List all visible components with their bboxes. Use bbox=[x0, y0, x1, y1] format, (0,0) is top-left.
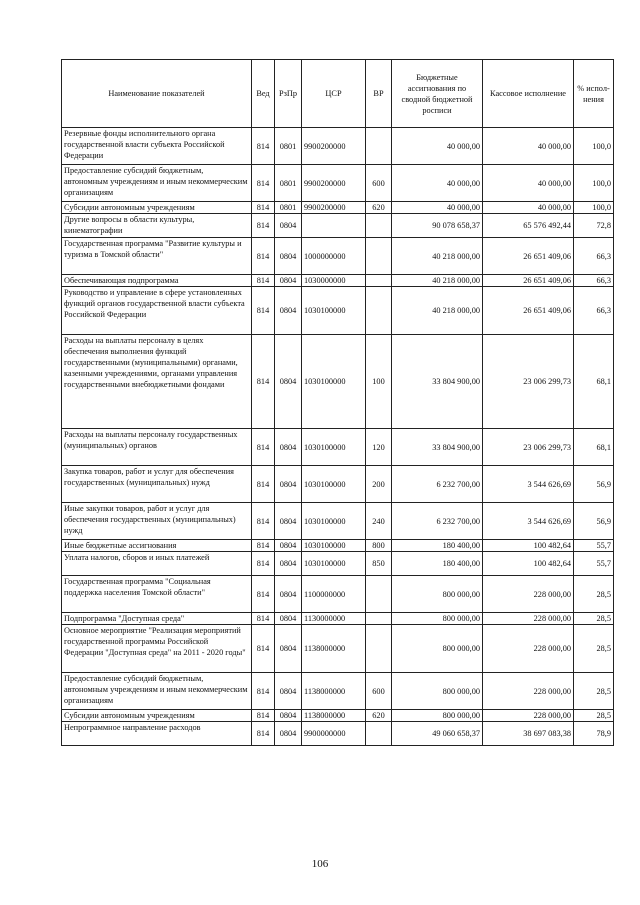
cell-assigned: 180 400,00 bbox=[392, 552, 483, 576]
cell-vr: 620 bbox=[366, 202, 392, 214]
cell-assigned: 40 000,00 bbox=[392, 202, 483, 214]
cell-cash: 26 651 409,06 bbox=[483, 287, 574, 335]
table-row bbox=[62, 552, 614, 576]
cell-ved: 814 bbox=[252, 128, 275, 165]
cell-vr bbox=[366, 625, 392, 673]
table-row bbox=[62, 128, 614, 165]
cell-cash: 23 006 299,73 bbox=[483, 335, 574, 429]
cell-percent: 100,0 bbox=[574, 165, 614, 202]
cell-assigned: 40 218 000,00 bbox=[392, 287, 483, 335]
header-cash: Кассовое исполнение bbox=[483, 60, 574, 128]
cell-name: Обеспечивающая подпрограмма bbox=[62, 275, 252, 287]
cell-ved: 814 bbox=[252, 722, 275, 746]
cell-name: Резервные фонды исполнительного органа государственной власти субъекта Российской Федерации bbox=[62, 128, 252, 165]
table-row bbox=[62, 214, 614, 238]
header-ved: Вед bbox=[252, 60, 275, 128]
cell-assigned: 6 232 700,00 bbox=[392, 503, 483, 540]
cell-name: Другие вопросы в области культуры, кинематографии bbox=[62, 214, 252, 238]
cell-rzpr: 0804 bbox=[275, 722, 302, 746]
cell-ved: 814 bbox=[252, 613, 275, 625]
cell-csr: 1030100000 bbox=[302, 466, 366, 503]
cell-name: Уплата налогов, сборов и иных платежей bbox=[62, 552, 252, 576]
cell-ved: 814 bbox=[252, 214, 275, 238]
cell-name: Субсидии автономным учреждениям bbox=[62, 202, 252, 214]
cell-assigned: 800 000,00 bbox=[392, 613, 483, 625]
cell-name: Иные бюджетные ассигнования bbox=[62, 540, 252, 552]
cell-csr: 1130000000 bbox=[302, 613, 366, 625]
cell-rzpr: 0804 bbox=[275, 287, 302, 335]
cell-rzpr: 0804 bbox=[275, 576, 302, 613]
cell-csr bbox=[302, 214, 366, 238]
cell-percent: 56,9 bbox=[574, 503, 614, 540]
cell-percent: 78,9 bbox=[574, 722, 614, 746]
cell-vr bbox=[366, 128, 392, 165]
cell-csr: 1138000000 bbox=[302, 673, 366, 710]
cell-rzpr: 0804 bbox=[275, 540, 302, 552]
cell-vr bbox=[366, 238, 392, 275]
cell-cash: 26 651 409,06 bbox=[483, 275, 574, 287]
cell-rzpr: 0801 bbox=[275, 128, 302, 165]
cell-name: Подпрограмма "Доступная среда" bbox=[62, 613, 252, 625]
cell-percent: 28,5 bbox=[574, 710, 614, 722]
cell-percent: 72,8 bbox=[574, 214, 614, 238]
cell-assigned: 180 400,00 bbox=[392, 540, 483, 552]
cell-cash: 228 000,00 bbox=[483, 576, 574, 613]
header-csr: ЦСР bbox=[302, 60, 366, 128]
cell-cash: 26 651 409,06 bbox=[483, 238, 574, 275]
cell-csr: 1030100000 bbox=[302, 429, 366, 466]
cell-csr: 1100000000 bbox=[302, 576, 366, 613]
cell-vr: 850 bbox=[366, 552, 392, 576]
cell-percent: 56,9 bbox=[574, 466, 614, 503]
cell-ved: 814 bbox=[252, 576, 275, 613]
cell-rzpr: 0804 bbox=[275, 552, 302, 576]
table-row bbox=[62, 466, 614, 503]
cell-csr: 1030000000 bbox=[302, 275, 366, 287]
table-row bbox=[62, 503, 614, 540]
cell-name: Государственная программа "Развитие культуры и туризма в Томской области" bbox=[62, 238, 252, 275]
cell-assigned: 800 000,00 bbox=[392, 625, 483, 673]
cell-vr bbox=[366, 275, 392, 287]
cell-cash: 3 544 626,69 bbox=[483, 466, 574, 503]
cell-percent: 66,3 bbox=[574, 275, 614, 287]
cell-ved: 814 bbox=[252, 275, 275, 287]
cell-vr: 200 bbox=[366, 466, 392, 503]
cell-ved: 814 bbox=[252, 466, 275, 503]
cell-percent: 55,7 bbox=[574, 540, 614, 552]
cell-vr: 600 bbox=[366, 673, 392, 710]
cell-csr: 1030100000 bbox=[302, 335, 366, 429]
cell-cash: 40 000,00 bbox=[483, 202, 574, 214]
table-row bbox=[62, 202, 614, 214]
cell-ved: 814 bbox=[252, 673, 275, 710]
cell-csr: 1000000000 bbox=[302, 238, 366, 275]
cell-rzpr: 0804 bbox=[275, 466, 302, 503]
cell-cash: 3 544 626,69 bbox=[483, 503, 574, 540]
header-assigned: Бюджетные ассигнования по сводной бюджетной росписи bbox=[392, 60, 483, 128]
table-row bbox=[62, 429, 614, 466]
page-number: 106 bbox=[311, 858, 329, 870]
cell-ved: 814 bbox=[252, 202, 275, 214]
cell-vr bbox=[366, 576, 392, 613]
cell-cash: 228 000,00 bbox=[483, 673, 574, 710]
cell-csr: 1030100000 bbox=[302, 287, 366, 335]
cell-percent: 28,5 bbox=[574, 576, 614, 613]
cell-csr: 1030100000 bbox=[302, 503, 366, 540]
table-row bbox=[62, 287, 614, 335]
cell-assigned: 40 218 000,00 bbox=[392, 238, 483, 275]
cell-rzpr: 0804 bbox=[275, 275, 302, 287]
cell-rzpr: 0804 bbox=[275, 673, 302, 710]
table-row bbox=[62, 613, 614, 625]
cell-ved: 814 bbox=[252, 503, 275, 540]
cell-vr bbox=[366, 722, 392, 746]
cell-rzpr: 0801 bbox=[275, 202, 302, 214]
cell-ved: 814 bbox=[252, 429, 275, 466]
cell-assigned: 33 804 900,00 bbox=[392, 335, 483, 429]
cell-assigned: 800 000,00 bbox=[392, 576, 483, 613]
cell-vr bbox=[366, 214, 392, 238]
cell-cash: 65 576 492,44 bbox=[483, 214, 574, 238]
cell-vr: 100 bbox=[366, 335, 392, 429]
cell-assigned: 33 804 900,00 bbox=[392, 429, 483, 466]
cell-percent: 66,3 bbox=[574, 238, 614, 275]
cell-percent: 28,5 bbox=[574, 673, 614, 710]
cell-vr bbox=[366, 613, 392, 625]
cell-csr: 9900200000 bbox=[302, 128, 366, 165]
cell-name: Непрограммное направление расходов bbox=[62, 722, 252, 746]
table-body bbox=[62, 128, 614, 746]
cell-csr: 9900000000 bbox=[302, 722, 366, 746]
cell-assigned: 800 000,00 bbox=[392, 710, 483, 722]
cell-csr: 1030100000 bbox=[302, 540, 366, 552]
header-name: Наименование показателей bbox=[62, 60, 252, 128]
cell-assigned: 800 000,00 bbox=[392, 673, 483, 710]
cell-percent: 100,0 bbox=[574, 128, 614, 165]
cell-assigned: 6 232 700,00 bbox=[392, 466, 483, 503]
cell-vr: 120 bbox=[366, 429, 392, 466]
table-row bbox=[62, 238, 614, 275]
cell-ved: 814 bbox=[252, 165, 275, 202]
cell-vr: 240 bbox=[366, 503, 392, 540]
cell-name: Основное мероприятие "Реализация мероприятий государственной программы Российской Федерации "Доступная среда" на 2011 - 2020 годы" bbox=[62, 625, 252, 673]
cell-ved: 814 bbox=[252, 287, 275, 335]
cell-name: Закупка товаров, работ и услуг для обеспечения государственных (муниципальных) нужд bbox=[62, 466, 252, 503]
cell-assigned: 49 060 658,37 bbox=[392, 722, 483, 746]
cell-name: Предоставление субсидий бюджетным, автономным учреждениям и иным некоммерческим организациям bbox=[62, 673, 252, 710]
budget-execution-table bbox=[61, 59, 614, 746]
cell-rzpr: 0804 bbox=[275, 214, 302, 238]
table-row bbox=[62, 275, 614, 287]
cell-csr: 9900200000 bbox=[302, 202, 366, 214]
cell-percent: 100,0 bbox=[574, 202, 614, 214]
cell-name: Предоставление субсидий бюджетным, автономным учреждениям и иным некоммерческим организациям bbox=[62, 165, 252, 202]
cell-vr: 800 bbox=[366, 540, 392, 552]
cell-percent: 68,1 bbox=[574, 429, 614, 466]
cell-cash: 100 482,64 bbox=[483, 540, 574, 552]
cell-rzpr: 0804 bbox=[275, 625, 302, 673]
table-row bbox=[62, 540, 614, 552]
cell-cash: 100 482,64 bbox=[483, 552, 574, 576]
cell-cash: 40 000,00 bbox=[483, 165, 574, 202]
cell-rzpr: 0804 bbox=[275, 710, 302, 722]
table-row bbox=[62, 673, 614, 710]
table-row bbox=[62, 576, 614, 613]
cell-percent: 66,3 bbox=[574, 287, 614, 335]
header-vr: ВР bbox=[366, 60, 392, 128]
table-header-row bbox=[62, 60, 614, 128]
cell-cash: 228 000,00 bbox=[483, 625, 574, 673]
cell-vr: 600 bbox=[366, 165, 392, 202]
table-row bbox=[62, 625, 614, 673]
cell-percent: 68,1 bbox=[574, 335, 614, 429]
cell-name: Руководство и управление в сфере установленных функций органов государственной власти субъекта Российской Федерации bbox=[62, 287, 252, 335]
cell-rzpr: 0804 bbox=[275, 335, 302, 429]
cell-name: Иные закупки товаров, работ и услуг для обеспечения государственных (муниципальных) нужд bbox=[62, 503, 252, 540]
cell-vr: 620 bbox=[366, 710, 392, 722]
cell-rzpr: 0801 bbox=[275, 165, 302, 202]
cell-assigned: 40 000,00 bbox=[392, 128, 483, 165]
cell-assigned: 40 000,00 bbox=[392, 165, 483, 202]
cell-assigned: 40 218 000,00 bbox=[392, 275, 483, 287]
cell-percent: 28,5 bbox=[574, 625, 614, 673]
cell-name: Субсидии автономным учреждениям bbox=[62, 710, 252, 722]
cell-cash: 228 000,00 bbox=[483, 710, 574, 722]
cell-cash: 23 006 299,73 bbox=[483, 429, 574, 466]
cell-csr: 1030100000 bbox=[302, 552, 366, 576]
cell-csr: 1138000000 bbox=[302, 710, 366, 722]
cell-name: Государственная программа "Социальная поддержка населения Томской области" bbox=[62, 576, 252, 613]
table-row bbox=[62, 722, 614, 746]
cell-ved: 814 bbox=[252, 335, 275, 429]
cell-assigned: 90 078 658,37 bbox=[392, 214, 483, 238]
cell-csr: 9900200000 bbox=[302, 165, 366, 202]
cell-ved: 814 bbox=[252, 625, 275, 673]
cell-vr bbox=[366, 287, 392, 335]
cell-ved: 814 bbox=[252, 238, 275, 275]
cell-percent: 55,7 bbox=[574, 552, 614, 576]
cell-cash: 38 697 083,38 bbox=[483, 722, 574, 746]
cell-ved: 814 bbox=[252, 552, 275, 576]
cell-rzpr: 0804 bbox=[275, 613, 302, 625]
cell-csr: 1138000000 bbox=[302, 625, 366, 673]
cell-cash: 228 000,00 bbox=[483, 613, 574, 625]
header-percent: % испол-нения bbox=[574, 60, 614, 128]
cell-rzpr: 0804 bbox=[275, 238, 302, 275]
header-rzpr: РзПр bbox=[275, 60, 302, 128]
cell-name: Расходы на выплаты персоналу государственных (муниципальных) органов bbox=[62, 429, 252, 466]
cell-percent: 28,5 bbox=[574, 613, 614, 625]
cell-rzpr: 0804 bbox=[275, 503, 302, 540]
cell-rzpr: 0804 bbox=[275, 429, 302, 466]
table-row bbox=[62, 165, 614, 202]
cell-name: Расходы на выплаты персоналу в целях обеспечения выполнения функций государственными (муниципальными) органами, казенными учреждениями, органами управления государственными внебюджетными фондами bbox=[62, 335, 252, 429]
cell-ved: 814 bbox=[252, 540, 275, 552]
table-row bbox=[62, 335, 614, 429]
cell-cash: 40 000,00 bbox=[483, 128, 574, 165]
cell-ved: 814 bbox=[252, 710, 275, 722]
table-row bbox=[62, 710, 614, 722]
